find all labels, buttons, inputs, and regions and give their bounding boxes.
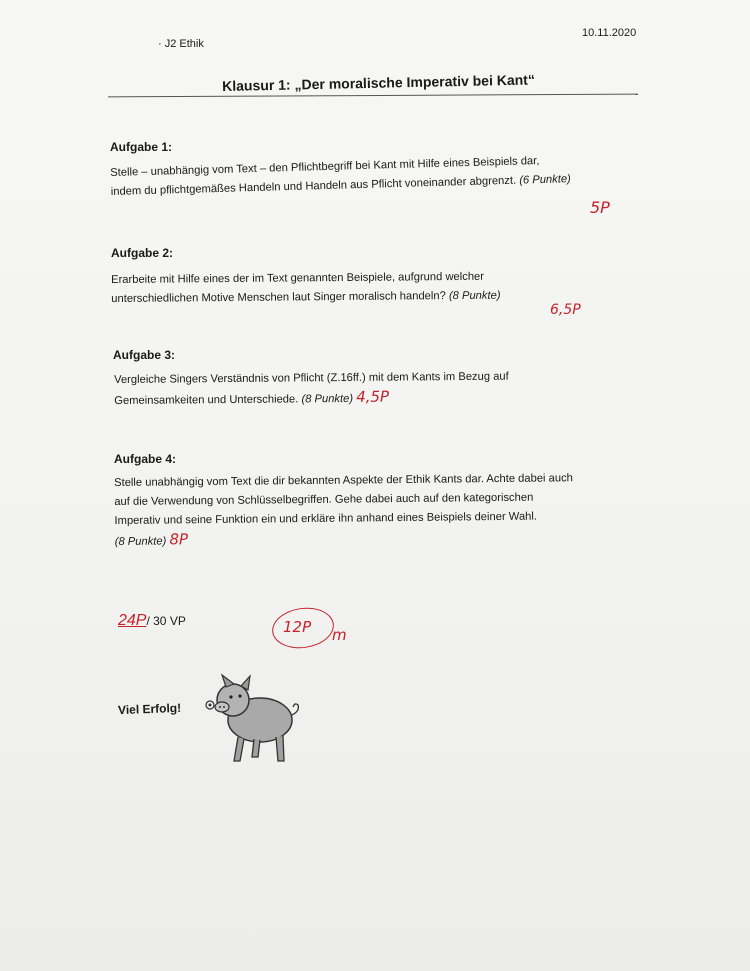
grade-points: 12P [283,618,312,636]
task-4-grade: 8P [169,530,189,549]
task-3-line-2: Gemeinsamkeiten und Unterschiede. (8 Punkte) 4,5P [114,387,390,407]
task-2-line-2: unterschiedlichen Motive Menschen laut Singer moralisch handeln? (8 Punkte) [111,289,501,305]
task-4-line-1: Stelle unabhängig vom Text die dir bekannten Aspekte der Ethik Kants dar. Achte dabei auch [114,472,573,489]
task-4-points: (8 Punkte) [114,535,167,548]
score-achieved: 24P [118,612,147,629]
course-label: · J2 Ethik [158,38,204,50]
task-1-text [110,151,571,202]
task-2-grade: 6,5P [550,302,581,318]
score-max: / 30 VP [146,614,186,628]
task-4-heading: Aufgabe 4: [114,452,177,466]
task-3-points: (8 Punkte) [301,392,354,406]
exam-title: Klausur 1: „Der moralische Imperativ bei Kant“ [222,71,536,94]
task-3-text [114,368,509,411]
task-4-line-3: Imperativ und seine Funktion ein und erkläre ihn anhand eines Beispiels deiner Wahl. [114,510,538,527]
title-divider [108,94,638,98]
task-1-grade: 5P [590,198,610,217]
task-1-line-2: indem du pflichtgemäßes Handeln und Handeln aus Pflicht voneinander abgrenzt. (6 Punkte) [110,173,572,198]
task-2-heading: Aufgabe 2: [111,246,174,260]
task-3-line-1: Vergleiche Singers Verständnis von Pflicht (Z.16ff.) mit dem Kants im Bezug auf [114,370,509,386]
task-2-text [111,268,501,309]
exam-date: 10.11.2020 [582,27,637,39]
pig-icon [198,665,308,775]
task-2-points: (8 Punkte) [448,289,501,303]
task-4-line-4 [115,526,574,552]
total-score [118,612,186,630]
task-4-line-2: auf die Verwendung von Schlüsselbegriffen. Gehe dabei auch auf den kategorischen [114,491,534,508]
good-luck-text: Viel Erfolg! [117,700,182,718]
task-1-heading: Aufgabe 1: [110,140,173,154]
grade-suffix: m [332,626,347,644]
task-3-heading: Aufgabe 3: [113,348,176,362]
task-2-line-1: Erarbeite mit Hilfe eines der im Text genannten Beispiele, aufgrund welcher [111,270,485,286]
task-3-grade: 4,5P [356,387,390,406]
task-1-points: (6 Punkte) [519,173,572,187]
task-1-line-1: Stelle – unabhängig vom Text – den Pflichtbegriff bei Kant mit Hilfe eines Beispiels dar, [110,155,540,179]
task-4-text [114,469,574,552]
